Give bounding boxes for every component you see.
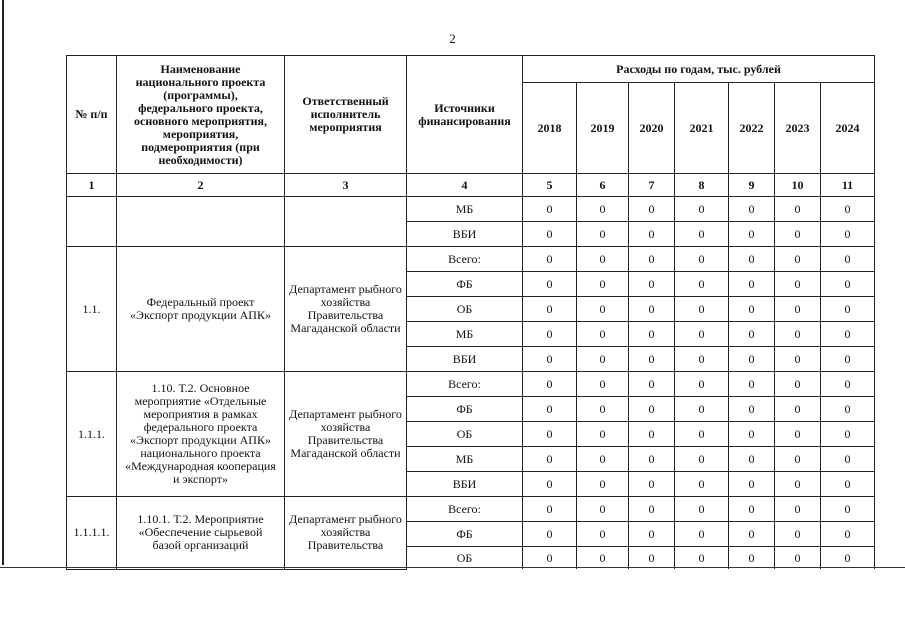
expense-value: 0 [729, 297, 775, 322]
funding-source: Всего: [407, 497, 523, 522]
executor [285, 197, 407, 247]
expense-value: 0 [577, 272, 629, 297]
activity-name: 1.10.1. Т.2. Мероприятие «Обеспечение сырьевой базой организаций [117, 497, 285, 570]
expense-value: 0 [523, 547, 577, 570]
column-number: 10 [775, 174, 821, 197]
expense-value: 0 [523, 222, 577, 247]
expense-value: 0 [729, 547, 775, 570]
expense-value: 0 [729, 372, 775, 397]
funding-source: ФБ [407, 272, 523, 297]
expense-value: 0 [729, 447, 775, 472]
expense-value: 0 [775, 222, 821, 247]
expense-value: 0 [523, 447, 577, 472]
funding-source: МБ [407, 197, 523, 222]
funding-source: ОБ [407, 297, 523, 322]
expense-value: 0 [577, 472, 629, 497]
expense-value: 0 [675, 422, 729, 447]
expense-value: 0 [821, 247, 875, 272]
funding-source: ВБИ [407, 222, 523, 247]
expense-value: 0 [821, 422, 875, 447]
row-number: 1.1.1.1. [67, 497, 117, 570]
expense-value: 0 [775, 272, 821, 297]
expense-value: 0 [675, 497, 729, 522]
expense-value: 0 [523, 247, 577, 272]
expense-value: 0 [577, 247, 629, 272]
expense-value: 0 [577, 547, 629, 570]
column-number: 4 [407, 174, 523, 197]
expense-value: 0 [675, 222, 729, 247]
expense-value: 0 [729, 522, 775, 547]
executor: Департамент рыбного хозяйства Правительства Магаданской области [285, 247, 407, 372]
column-number: 1 [67, 174, 117, 197]
expense-value: 0 [729, 347, 775, 372]
left-margin-rule [2, 0, 4, 565]
expense-value: 0 [775, 322, 821, 347]
expense-value: 0 [523, 372, 577, 397]
expense-value: 0 [821, 472, 875, 497]
expense-value: 0 [775, 422, 821, 447]
funding-source: ВБИ [407, 472, 523, 497]
expense-value: 0 [523, 297, 577, 322]
expense-value: 0 [821, 522, 875, 547]
expense-value: 0 [821, 497, 875, 522]
expense-value: 0 [629, 222, 675, 247]
expense-value: 0 [821, 297, 875, 322]
expense-value: 0 [577, 372, 629, 397]
expense-value: 0 [629, 472, 675, 497]
executor: Департамент рыбного хозяйства Правительства [285, 497, 407, 570]
expense-value: 0 [821, 397, 875, 422]
funding-source: ФБ [407, 397, 523, 422]
expense-value: 0 [629, 447, 675, 472]
header-year: 2022 [729, 83, 775, 174]
header-year: 2020 [629, 83, 675, 174]
row-number: 1.1. [67, 247, 117, 372]
header-source: Источники финансирования [407, 56, 523, 174]
expense-value: 0 [821, 447, 875, 472]
column-number: 2 [117, 174, 285, 197]
expense-value: 0 [577, 522, 629, 547]
expense-value: 0 [523, 422, 577, 447]
page-number: 2 [449, 31, 456, 46]
activity-name: Федеральный проект «Экспорт продукции АПК» [117, 247, 285, 372]
expense-value: 0 [675, 347, 729, 372]
expense-value: 0 [523, 397, 577, 422]
activity-name [117, 197, 285, 247]
expense-value: 0 [729, 272, 775, 297]
column-number: 5 [523, 174, 577, 197]
expense-value: 0 [729, 222, 775, 247]
expense-value: 0 [577, 447, 629, 472]
expense-value: 0 [821, 322, 875, 347]
funding-source: МБ [407, 447, 523, 472]
expense-value: 0 [821, 547, 875, 570]
expense-value: 0 [577, 422, 629, 447]
expense-value: 0 [629, 297, 675, 322]
column-number: 3 [285, 174, 407, 197]
expense-value: 0 [675, 197, 729, 222]
expense-value: 0 [729, 472, 775, 497]
funding-source: ВБИ [407, 347, 523, 372]
expense-value: 0 [821, 222, 875, 247]
table-row [67, 197, 875, 222]
expense-value: 0 [675, 247, 729, 272]
expense-value: 0 [523, 472, 577, 497]
expense-value: 0 [577, 197, 629, 222]
expense-value: 0 [629, 197, 675, 222]
bottom-rule [0, 567, 905, 568]
expense-value: 0 [523, 522, 577, 547]
expense-value: 0 [775, 522, 821, 547]
expense-value: 0 [577, 222, 629, 247]
expense-value: 0 [629, 347, 675, 372]
header-year: 2023 [775, 83, 821, 174]
expense-value: 0 [675, 322, 729, 347]
header-year: 2021 [675, 83, 729, 174]
column-number: 8 [675, 174, 729, 197]
expense-value: 0 [775, 497, 821, 522]
header-name: Наименование национального проекта (программы), федерального проекта, основного мероприятия, мероприятия, подмероприятия (при необходимости) [117, 56, 285, 174]
funding-source: Всего: [407, 372, 523, 397]
funding-source: ФБ [407, 522, 523, 547]
expense-value: 0 [629, 272, 675, 297]
column-number: 11 [821, 174, 875, 197]
expense-value: 0 [577, 497, 629, 522]
expense-value: 0 [629, 372, 675, 397]
expense-value: 0 [775, 247, 821, 272]
expense-value: 0 [775, 347, 821, 372]
expense-value: 0 [729, 197, 775, 222]
expense-value: 0 [729, 322, 775, 347]
expense-value: 0 [821, 272, 875, 297]
expense-value: 0 [821, 372, 875, 397]
expense-value: 0 [675, 397, 729, 422]
column-number: 7 [629, 174, 675, 197]
row-number: 1.1.1. [67, 372, 117, 497]
expense-value: 0 [675, 372, 729, 397]
header-year: 2019 [577, 83, 629, 174]
expense-value: 0 [675, 447, 729, 472]
header-year: 2018 [523, 83, 577, 174]
expense-value: 0 [729, 247, 775, 272]
expense-value: 0 [629, 422, 675, 447]
expense-value: 0 [821, 197, 875, 222]
expense-value: 0 [775, 397, 821, 422]
row-number [67, 197, 117, 247]
header-expenses: Расходы по годам, тыс. рублей [523, 56, 875, 83]
expense-value: 0 [729, 497, 775, 522]
expense-value: 0 [577, 322, 629, 347]
funding-source: МБ [407, 322, 523, 347]
funding-source: ОБ [407, 422, 523, 447]
executor: Департамент рыбного хозяйства Правительства Магаданской области [285, 372, 407, 497]
expense-value: 0 [629, 547, 675, 570]
expense-value: 0 [821, 347, 875, 372]
expense-value: 0 [577, 347, 629, 372]
expense-value: 0 [675, 522, 729, 547]
expense-value: 0 [629, 522, 675, 547]
expense-value: 0 [775, 197, 821, 222]
expense-value: 0 [629, 322, 675, 347]
activity-name: 1.10. Т.2. Основное мероприятие «Отдельные мероприятия в рамках федерального проекта «Экспорт продукции АПК» национального проекта «Международная кооперация и экспорт» [117, 372, 285, 497]
expense-value: 0 [775, 447, 821, 472]
expense-value: 0 [775, 372, 821, 397]
table-row [67, 247, 875, 272]
expense-value: 0 [629, 247, 675, 272]
expense-value: 0 [523, 347, 577, 372]
header-year: 2024 [821, 83, 875, 174]
expense-value: 0 [577, 297, 629, 322]
expense-value: 0 [675, 272, 729, 297]
expense-value: 0 [729, 422, 775, 447]
funding-source: Всего: [407, 247, 523, 272]
table-row [67, 372, 875, 397]
expense-value: 0 [729, 397, 775, 422]
expense-value: 0 [577, 397, 629, 422]
expense-value: 0 [775, 547, 821, 570]
expense-value: 0 [523, 497, 577, 522]
expense-value: 0 [523, 322, 577, 347]
budget-table [66, 55, 875, 570]
expense-value: 0 [675, 547, 729, 570]
header-num: № п/п [67, 56, 117, 174]
expense-value: 0 [523, 272, 577, 297]
funding-source: ОБ [407, 547, 523, 570]
expense-value: 0 [523, 197, 577, 222]
column-number: 9 [729, 174, 775, 197]
expense-value: 0 [775, 472, 821, 497]
expense-value: 0 [675, 472, 729, 497]
column-number: 6 [577, 174, 629, 197]
header-executor: Ответственный исполнитель мероприятия [285, 56, 407, 174]
expense-value: 0 [775, 297, 821, 322]
table-row [67, 497, 875, 522]
expense-value: 0 [629, 497, 675, 522]
expense-value: 0 [675, 297, 729, 322]
expense-value: 0 [629, 397, 675, 422]
